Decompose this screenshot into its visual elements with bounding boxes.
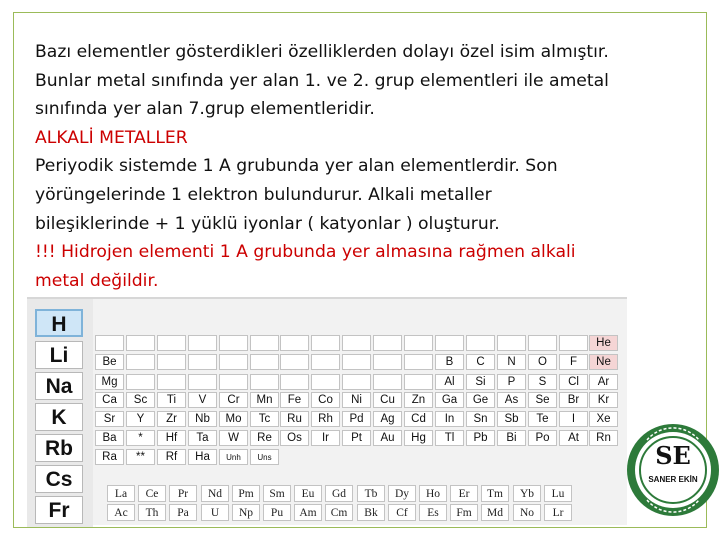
empty-cell (311, 354, 340, 370)
element-pt: Pt (342, 430, 371, 446)
empty-cell (435, 335, 464, 351)
element-ha: Ha (188, 449, 217, 465)
element-k: K (35, 403, 83, 431)
empty-cell (219, 335, 248, 351)
element-starstar: ** (126, 449, 155, 465)
element-y: Y (126, 411, 155, 427)
element-tb: Tb (357, 485, 385, 502)
element-ga: Ga (435, 392, 464, 408)
empty-cell (250, 354, 279, 370)
element-be: Be (95, 354, 124, 370)
element-f: F (559, 354, 588, 370)
element-uns: Uns (250, 449, 279, 465)
empty-cell (466, 335, 495, 351)
element-cu: Cu (373, 392, 402, 408)
element-sr: Sr (95, 411, 124, 427)
element-hf: Hf (157, 430, 186, 446)
text-line: Bunlar metal sınıfında yer alan 1. ve 2. grup elementleri ile ametal (35, 70, 609, 91)
element-w: W (219, 430, 248, 446)
text-line: bileşiklerinde + 1 yüklü iyonlar ( katyonlar ) oluşturur. (35, 213, 500, 234)
empty-cell (311, 335, 340, 351)
element-pa: Pa (169, 504, 197, 521)
author-logo (623, 406, 720, 540)
empty-cell (280, 374, 309, 390)
empty-cell (95, 335, 124, 351)
element-ir: Ir (311, 430, 340, 446)
element-gd: Gd (325, 485, 353, 502)
element-mg: Mg (95, 374, 124, 390)
element-am: Am (294, 504, 322, 521)
logo-name: SANER EKİN (648, 475, 698, 484)
element-n: N (497, 354, 526, 370)
element-ti: Ti (157, 392, 186, 408)
empty-cell (126, 374, 155, 390)
empty-cell (373, 335, 402, 351)
element-he: He (589, 335, 618, 351)
element-nd: Nd (201, 485, 229, 502)
element-tc: Tc (250, 411, 279, 427)
element-h: H (35, 309, 83, 337)
element-nb: Nb (188, 411, 217, 427)
empty-cell (126, 335, 155, 351)
element-rn: Rn (589, 430, 618, 446)
text-line: sınıfında yer alan 7.grup elementleridir. (35, 99, 375, 120)
empty-cell (373, 374, 402, 390)
empty-cell (404, 335, 433, 351)
element-unh: Unh (219, 449, 248, 465)
element-al: Al (435, 374, 464, 390)
element-pd: Pd (342, 411, 371, 427)
element-lr: Lr (544, 504, 572, 521)
element-ta: Ta (188, 430, 217, 446)
empty-cell (250, 374, 279, 390)
element-o: O (528, 354, 557, 370)
element-mo: Mo (219, 411, 248, 427)
empty-cell (250, 335, 279, 351)
empty-cell (559, 335, 588, 351)
element-pu: Pu (263, 504, 291, 521)
empty-cell (497, 335, 526, 351)
element-sb: Sb (497, 411, 526, 427)
empty-cell (342, 335, 371, 351)
element-ru: Ru (280, 411, 309, 427)
element-co: Co (311, 392, 340, 408)
element-ni: Ni (342, 392, 371, 408)
element-p: P (497, 374, 526, 390)
element-sc: Sc (126, 392, 155, 408)
element-fe: Fe (280, 392, 309, 408)
element-v: V (188, 392, 217, 408)
element-po: Po (528, 430, 557, 446)
element-pm: Pm (232, 485, 260, 502)
element-si: Si (466, 374, 495, 390)
element-cl: Cl (559, 374, 588, 390)
element-au: Au (373, 430, 402, 446)
empty-cell (157, 335, 186, 351)
warning-note: !!! Hidrojen elementi 1 A grubunda yer almasına rağmen alkali (35, 242, 576, 263)
element-rh: Rh (311, 411, 340, 427)
element-ne: Ne (589, 354, 618, 370)
text-line: Bazı elementler gösterdikleri özelliklerden dolayı özel isim almıştır. (35, 42, 609, 62)
element-yb: Yb (513, 485, 541, 502)
element-ag: Ag (373, 411, 402, 427)
element-in: In (435, 411, 464, 427)
element-pr: Pr (169, 485, 197, 502)
element-s: S (528, 374, 557, 390)
element-cf: Cf (388, 504, 416, 521)
empty-cell (280, 335, 309, 351)
element-dy: Dy (388, 485, 416, 502)
element-cs: Cs (35, 465, 83, 493)
empty-cell (219, 374, 248, 390)
element-th: Th (138, 504, 166, 521)
element-hg: Hg (404, 430, 433, 446)
element-c: C (466, 354, 495, 370)
element-at: At (559, 430, 588, 446)
logo-initials: SE (655, 441, 691, 470)
content-text (35, 38, 685, 295)
element-mn: Mn (250, 392, 279, 408)
element-cr: Cr (219, 392, 248, 408)
element-ra: Ra (95, 449, 124, 465)
empty-cell (188, 335, 217, 351)
element-na: Na (35, 372, 83, 400)
element-ca: Ca (95, 392, 124, 408)
empty-cell (404, 354, 433, 370)
empty-cell (188, 374, 217, 390)
empty-cell (342, 374, 371, 390)
element-tm: Tm (481, 485, 509, 502)
element-tl: Tl (435, 430, 464, 446)
empty-cell (342, 354, 371, 370)
element-sn: Sn (466, 411, 495, 427)
empty-cell (157, 354, 186, 370)
empty-cell (404, 374, 433, 390)
element-es: Es (419, 504, 447, 521)
element-star: * (126, 430, 155, 446)
element-md: Md (481, 504, 509, 521)
empty-cell (126, 354, 155, 370)
empty-cell (219, 354, 248, 370)
element-la: La (107, 485, 135, 502)
element-fm: Fm (450, 504, 478, 521)
element-se: Se (528, 392, 557, 408)
element-rf: Rf (157, 449, 186, 465)
element-zn: Zn (404, 392, 433, 408)
element-eu: Eu (294, 485, 322, 502)
warning-note: metal değildir. (35, 270, 159, 291)
element-as: As (497, 392, 526, 408)
element-np: Np (232, 504, 260, 521)
element-ho: Ho (419, 485, 447, 502)
element-cm: Cm (325, 504, 353, 521)
element-ce: Ce (138, 485, 166, 502)
empty-cell (311, 374, 340, 390)
element-ar: Ar (589, 374, 618, 390)
element-fr: Fr (35, 496, 83, 524)
empty-cell (157, 374, 186, 390)
element-ge: Ge (466, 392, 495, 408)
element-lu: Lu (544, 485, 572, 502)
section-heading: ALKALİ METALLER (35, 127, 188, 148)
element-ba: Ba (95, 430, 124, 446)
empty-cell (280, 354, 309, 370)
element-kr: Kr (589, 392, 618, 408)
empty-cell (373, 354, 402, 370)
element-br: Br (559, 392, 588, 408)
element-no: No (513, 504, 541, 521)
empty-cell (188, 354, 217, 370)
element-sm: Sm (263, 485, 291, 502)
element-rb: Rb (35, 434, 83, 462)
element-cd: Cd (404, 411, 433, 427)
element-bi: Bi (497, 430, 526, 446)
element-re: Re (250, 430, 279, 446)
element-xe: Xe (589, 411, 618, 427)
element-i: I (559, 411, 588, 427)
element-li: Li (35, 341, 83, 369)
element-os: Os (280, 430, 309, 446)
text-line: Periyodik sistemde 1 A grubunda yer alan elementlerdir. Son (35, 156, 558, 177)
element-u: U (201, 504, 229, 521)
periodic-table-image (27, 297, 627, 525)
element-pb: Pb (466, 430, 495, 446)
element-te: Te (528, 411, 557, 427)
element-bk: Bk (357, 504, 385, 521)
element-ac: Ac (107, 504, 135, 521)
empty-cell (528, 335, 557, 351)
element-zr: Zr (157, 411, 186, 427)
element-b: B (435, 354, 464, 370)
element-er: Er (450, 485, 478, 502)
text-line: yörüngelerinde 1 elektron bulundurur. Alkali metaller (35, 184, 492, 205)
